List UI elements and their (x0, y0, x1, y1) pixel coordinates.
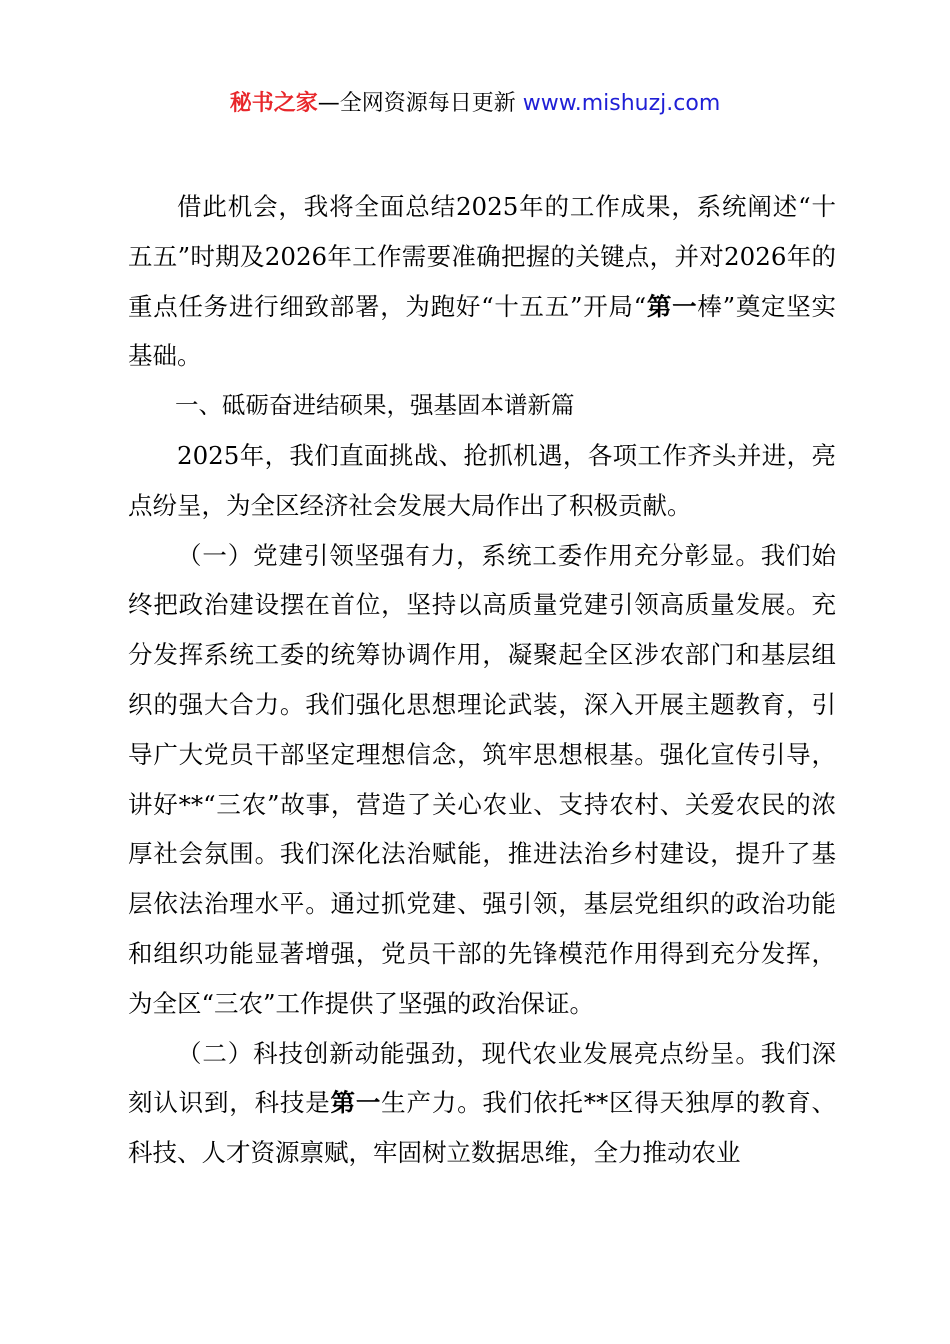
document-body (128, 182, 836, 1178)
brand-name: 秘书之家 (229, 91, 318, 116)
tech-text-part-1: （二）科技创新动能强劲，现代农业发展亮点纷呈。我们深刻认识到，科技是 (128, 1038, 836, 1118)
header-tagline: —全网资源每日更新 (317, 91, 516, 116)
intro-text-part-1: 借此机会，我将全面总结2025年的工作成果，系统阐述“十五五”时期及2026年工作需要准确把握的关键点，并对2026年的重点任务进行细致部署，为跑好“十五五”开局“ (128, 192, 836, 321)
intro-paragraph (128, 182, 836, 381)
summary-paragraph: 2025年，我们直面挑战、抢抓机遇，各项工作齐头并进，亮点纷呈，为全区经济社会发展大局作出了积极贡献。 (128, 440, 836, 520)
page-header (0, 86, 950, 122)
intro-text-part-2: 棒”奠定坚实基础。 (128, 291, 837, 371)
section-heading-1: 一、砥砺奋进结硕果，强基固本谱新篇 (175, 391, 575, 420)
intro-bold-text: 第一 (646, 291, 698, 321)
tech-text-part-2: 生产力。我们依托**区得天独厚的教育、科技、人才资源禀赋，牢固树立数据思维，全力推动农业 (128, 1088, 837, 1168)
header-url-link[interactable]: www.mishuzj.com (522, 91, 721, 116)
tech-innovation-paragraph (128, 1029, 836, 1178)
tech-bold-text: 第一 (330, 1088, 382, 1118)
party-building-paragraph: （一）党建引领坚强有力，系统工委作用充分彰显。我们始终把政治建设摆在首位，坚持以高质量党建引领高质量发展。充分发挥系统工委的统筹协调作用，凝聚起全区涉农部门和基层组织的强大合力。我们强化思想理论武装，深入开展主题教育，引导广大党员干部坚定理想信念，筑牢思想根基。强化宣传引导，讲好**“三农”故事，营造了关心农业、支持农村、关爱农民的浓厚社会氛围。我们深化法治赋能，推进法治乡村建设，提升了基层依法治理水平。通过抓党建、强引领，基层党组织的政治功能和组织功能显著增强，党员干部的先锋模范作用得到充分发挥，为全区“三农”工作提供了坚强的政治保证。 (128, 540, 836, 1018)
